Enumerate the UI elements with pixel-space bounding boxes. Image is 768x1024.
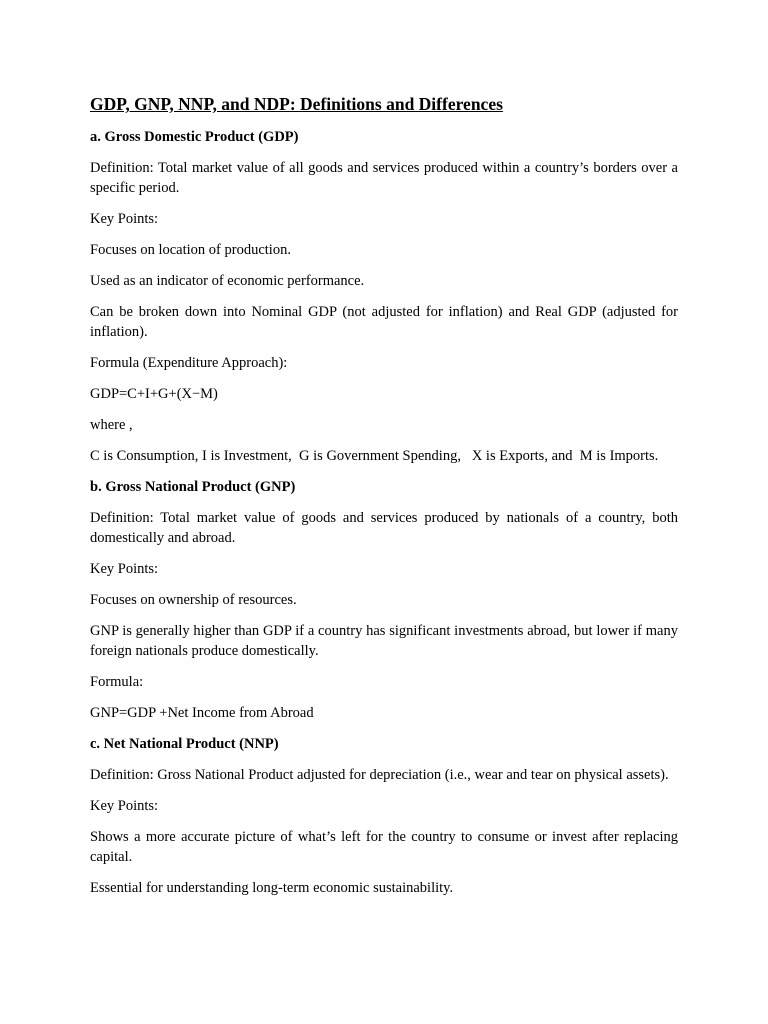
section-heading-nnp: c. Net National Product (NNP) <box>90 736 279 752</box>
gdp-formula-label: Formula (Expenditure Approach): <box>90 355 288 371</box>
gdp-where-label: where , <box>90 417 133 433</box>
nnp-point-1: Shows a more accurate picture of what’s left for the country to consume or invest after replacing capital. <box>90 829 678 865</box>
section-heading-gdp: a. Gross Domestic Product (GDP) <box>90 129 299 145</box>
nnp-definition: Definition: Gross National Product adjusted for depreciation (i.e., wear and tear on physical assets). <box>90 767 669 783</box>
section-heading-gnp: b. Gross National Product (GNP) <box>90 479 296 495</box>
gdp-definition: Definition: Total market value of all goods and services produced within a country’s borders over a specific period. <box>90 160 678 196</box>
nnp-key-points-label: Key Points: <box>90 798 159 814</box>
gdp-point-2: Used as an indicator of economic performance. <box>90 273 365 289</box>
gnp-point-1: Focuses on ownership of resources. <box>90 592 297 608</box>
gdp-point-3: Can be broken down into Nominal GDP (not adjusted for inflation) and Real GDP (adjusted for inflation). <box>90 304 678 340</box>
gdp-variables: C is Consumption, I is Investment, G is Government Spending, X is Exports, and M is Imports. <box>90 448 659 464</box>
document-page <box>90 93 678 909</box>
gdp-point-1: Focuses on location of production. <box>90 242 291 258</box>
gnp-key-points-label: Key Points: <box>90 561 159 577</box>
document-title: GDP, GNP, NNP, and NDP: Definitions and Differences <box>90 94 503 114</box>
gnp-point-2: GNP is generally higher than GDP if a country has significant investments abroad, but lower if many foreign nationals produce domestically. <box>90 623 678 659</box>
nnp-point-2: Essential for understanding long-term economic sustainability. <box>90 880 454 896</box>
gdp-key-points-label: Key Points: <box>90 211 159 227</box>
gdp-formula: GDP=C+I+G+(X−M) <box>90 386 218 402</box>
gnp-formula-label: Formula: <box>90 674 144 690</box>
gnp-definition: Definition: Total market value of goods and services produced by nationals of a country, both domestically and abroad. <box>90 510 678 546</box>
gnp-formula: GNP=GDP +Net Income from Abroad <box>90 705 314 721</box>
